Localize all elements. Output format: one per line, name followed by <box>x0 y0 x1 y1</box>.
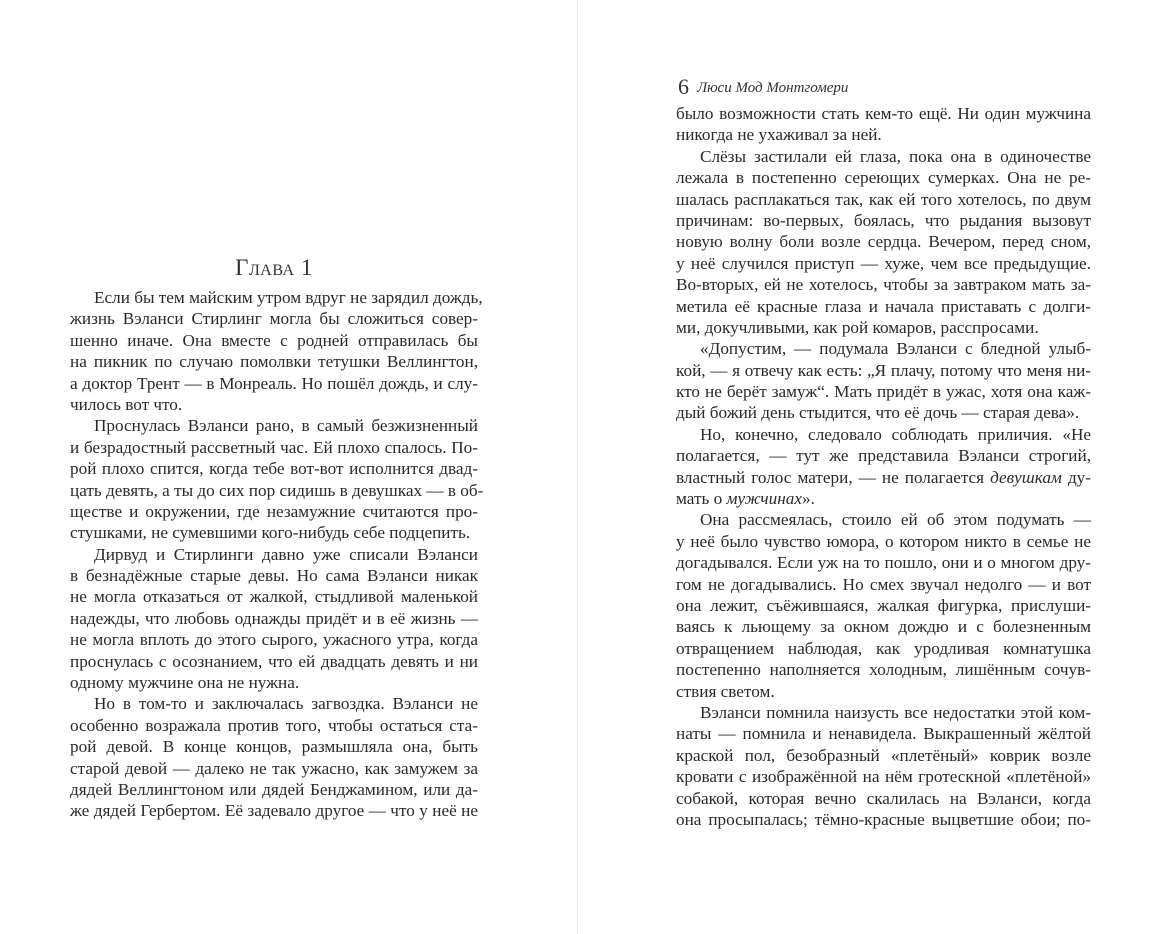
text-line: ваясь к льющему за окном дождю и с болезненным <box>676 617 1091 637</box>
text-line: же дядей Гербертом. Её задевало другое — что у неё не <box>70 801 478 821</box>
text-line: у неё случился приступ — хуже, чем все предыдущие. <box>676 253 1091 273</box>
text-line: не могла отказаться от жалкой, стыдливой маленькой <box>70 587 478 607</box>
text-line: не могла вплоть до этого сырого, ужасного утра, когда <box>70 630 478 650</box>
text-line: старой девой — далеко не так ужасно, как замужем за <box>70 758 478 778</box>
text-line: причинам: во-первых, боялась, что рыдания вызовут <box>676 210 1091 230</box>
text-line: дядей Веллингтоном или дядей Бенджамином, или да- <box>70 779 478 799</box>
text-line: догадывался. Если уж на то пошло, они и о многом дру- <box>676 553 1091 573</box>
text-segment: ду- <box>1061 467 1092 487</box>
text-line: гом не догадывались. Но смех звучал недолго — и вот <box>676 574 1091 594</box>
text-line: лежала в постепенно сереющих сумерках. Она не ре- <box>676 168 1091 188</box>
text-line: и безрадостный рассветный час. Ей плохо спалось. По- <box>70 437 478 457</box>
left-page-body <box>70 287 484 822</box>
text-line: полагается, — тут же представила Вэланси строгий, <box>676 446 1091 466</box>
text-line: цать девять, а ты до сих пор сидишь в девушках — в об- <box>70 480 484 500</box>
text-line: метила её красные глаза и начала приставать с долги- <box>676 296 1091 316</box>
text-line: шенно иначе. Она вместе с родней отправилась бы <box>70 330 478 350</box>
text-line: Дирвуд и Стирлинги давно уже списали Вэланси <box>94 544 478 564</box>
text-line: ствия светом. <box>676 681 775 701</box>
paragraph <box>70 415 484 543</box>
text-line: было возможности стать кем-то ещё. Ни один мужчина <box>676 104 1091 123</box>
text-line: дый божий день стыдится, что её дочь — старая дева». <box>676 403 1080 423</box>
text-line: краской пол, безобразный «плетёный» коврик возле <box>676 745 1091 765</box>
text-line: чилось вот что. <box>70 394 183 414</box>
text-line: отвращением наблюдая, как уродливая комнатушка <box>676 638 1091 658</box>
text-segment: мать о <box>676 489 727 509</box>
paragraph <box>676 103 1091 146</box>
text-segment: властный голос матери, — не полагается <box>676 467 991 487</box>
text-line: постепенно наполняется холодным, лишённым сочув- <box>676 660 1091 680</box>
text-line: ществе и окружении, где незамужние считаются про- <box>70 501 478 521</box>
text-line: она лежит, съёжившаяся, жалкая фигурка, прислуши- <box>676 595 1091 615</box>
text-line: она просыпалась; тёмно-красные выцветшие обои; по- <box>676 809 1091 829</box>
text-line: наты — помнила и ненавидела. Выкрашенный жёлтой <box>676 724 1091 744</box>
paragraph <box>70 287 483 415</box>
text-line: кровати с изображённой на нём гротескной «плетёной» <box>676 767 1091 787</box>
text-line: кто не берёт замуж“. Мать придёт в ужас, хотя она каж- <box>676 382 1091 402</box>
italic-text: мужчинах <box>726 489 802 509</box>
text-line: Но в том-то и заключалась загвоздка. Вэланси не <box>94 694 478 714</box>
paragraph <box>70 544 478 694</box>
text-line: Проснулась Вэланси рано, в самый безжизненный <box>94 416 478 436</box>
text-line <box>676 488 1091 509</box>
text-line: рой девой. В конце концов, размышляла она, быть <box>70 737 478 757</box>
text-line: Вэланси помнила наизусть все недостатки этой ком- <box>700 702 1091 722</box>
text-line: надежды, что любовь однажды придёт и в её жизнь — <box>70 608 478 628</box>
text-line: Она рассмеялась, стоило ей об этом подумать — <box>700 510 1091 530</box>
text-line: никогда не ухаживал за ней. <box>676 125 882 145</box>
running-head-author: Люси Мод Монтгомери <box>697 80 849 96</box>
text-line: Слёзы застилали ей глаза, пока она в одиночестве <box>700 146 1091 166</box>
text-line: шалась расплакаться так, как ей того хотелось, по двум <box>676 189 1091 209</box>
paragraph <box>676 146 1091 339</box>
text-line: новую волну боли возле сердца. Вечером, перед сном, <box>676 232 1091 252</box>
text-line: Во-вторых, ей не хотелось, чтобы за завтраком мать за- <box>676 275 1091 295</box>
running-header <box>678 74 848 100</box>
paragraph <box>676 702 1091 830</box>
text-line: «Допустим, — подумала Вэланси с бледной улыб- <box>700 339 1091 359</box>
text-line <box>676 467 1091 488</box>
italic-text: девушкам <box>990 467 1062 487</box>
text-line: ми, докучливыми, как рой комаров, расспросами. <box>676 317 1039 337</box>
paragraph <box>70 693 478 821</box>
text-line: в безнадёжные старые девы. Но сама Вэланси никак <box>70 566 478 586</box>
text-segment: ». <box>801 489 815 509</box>
text-line: Если бы тем майским утром вдруг не зарядил дождь, <box>94 288 483 307</box>
paragraph <box>676 338 1091 424</box>
text-line: на пикник по случаю помолвки тетушки Веллингтон, <box>70 352 478 372</box>
page-gutter <box>577 0 578 934</box>
chapter-title: Глава 1 <box>235 255 313 280</box>
page-number: 6 <box>678 74 689 99</box>
text-line: жизнь Вэланси Стирлинг могла бы сложиться совер- <box>70 309 478 329</box>
text-line: одному мужчине она не нужна. <box>70 673 300 693</box>
text-line: а доктор Трент — в Монреаль. Но пошёл дождь, и слу- <box>70 373 478 393</box>
text-line: у неё было чувство юмора, о котором никто в семье не <box>676 531 1091 551</box>
paragraph <box>676 424 1091 510</box>
text-line: собакой, которая вечно скалилась на Вэланси, когда <box>676 788 1091 808</box>
text-line: проснулась с осознанием, что ей двадцать девять и ни <box>70 651 478 671</box>
text-line: Но, конечно, следовало соблюдать приличия. «Не <box>700 424 1091 444</box>
text-line: стушками, не сумевшими кого-нибудь себе подцепить. <box>70 523 471 543</box>
text-line: кой, — я отвечу как есть: „Я плачу, потому что меня ни- <box>676 360 1091 380</box>
text-line: особенно возражала против того, чтобы остаться ста- <box>70 715 478 735</box>
text-line: рой плохо спится, когда тебе вот-вот исполнится двад- <box>70 459 478 479</box>
right-page-body <box>676 103 1091 830</box>
paragraph <box>676 509 1091 702</box>
